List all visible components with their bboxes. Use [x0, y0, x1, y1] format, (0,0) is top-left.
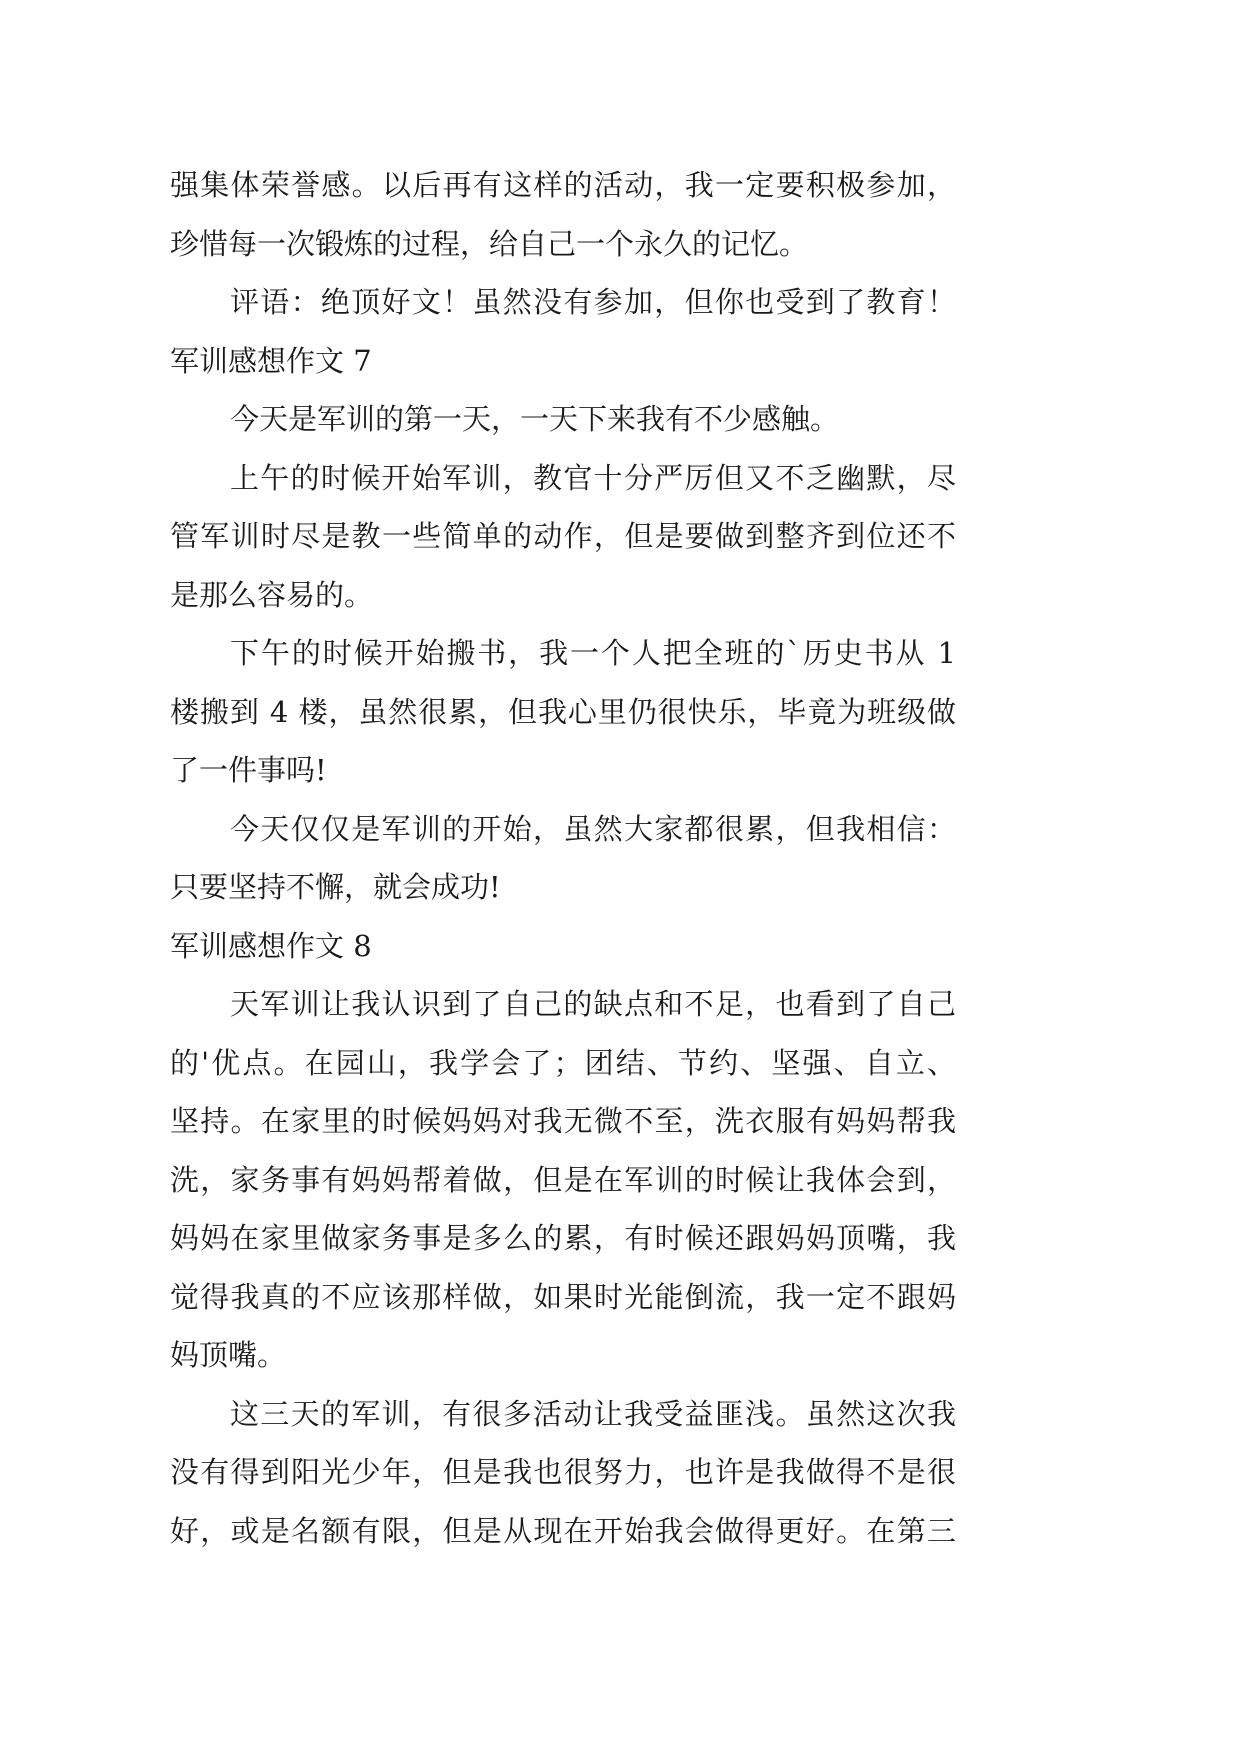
text-line: 了一件事吗!: [170, 753, 327, 787]
paragraph: [170, 156, 956, 273]
text-line: 下午的时候开始搬书，我一个人把全班的`历史书从 1: [230, 636, 956, 670]
text-line: 妈妈在家里做家务事是多么的累，有时候还跟妈妈顶嘴，我: [170, 1221, 956, 1255]
text-line: 好，或是名额有限，但是从现在开始我会做得更好。在第三: [170, 1513, 956, 1548]
text-line: 珍惜每一次锻炼的过程，给自己一个永久的记忆。: [170, 226, 809, 261]
section-heading: 军训感想作文 8: [170, 928, 372, 963]
document-body: [170, 156, 956, 1560]
text-line: 这三天的军训，有很多活动让我受益匪浅。虽然这次我: [230, 1396, 956, 1431]
paragraph: [170, 390, 956, 449]
paragraph: [170, 449, 956, 625]
comment-paragraph: [170, 273, 956, 332]
text-line: 洗，家务事有妈妈帮着做，但是在军训的时候让我体会到，: [170, 1162, 956, 1197]
text-line: 强集体荣誉感。以后再有这样的活动，我一定要积极参加，: [170, 168, 956, 202]
text-line: 觉得我真的不应该那样做，如果时光能倒流，我一定不跟妈: [170, 1279, 956, 1314]
text-line: 只要坚持不懈，就会成功!: [170, 870, 501, 904]
paragraph: [170, 624, 956, 800]
text-line: 坚持。在家里的时候妈妈对我无微不至，洗衣服有妈妈帮我: [170, 1104, 956, 1138]
text-line: 是那么容易的。: [170, 577, 374, 612]
text-line: 天军训让我认识到了自己的缺点和不足，也看到了自己: [230, 987, 956, 1021]
section-heading: 军训感想作文 7: [170, 343, 372, 378]
text-line: 管军训时尽是教一些简单的动作，但是要做到整齐到位还不: [170, 519, 956, 553]
text-line: 妈顶嘴。: [170, 1338, 287, 1372]
text-line: 的'优点。在园山，我学会了；团结、节约、坚强、自立、: [170, 1045, 956, 1080]
text-line: 楼搬到 4 楼，虽然很累，但我心里仍很快乐，毕竟为班级做: [170, 694, 956, 729]
text-line: 评语：绝顶好文！虽然没有参加，但你也受到了教育！: [230, 285, 956, 319]
text-line: 没有得到阳光少年，但是我也很努力，也许是我做得不是很: [170, 1455, 956, 1489]
paragraph: [170, 1385, 956, 1561]
paragraph: [170, 800, 956, 917]
text-line: 今天仅仅是军训的开始，虽然大家都很累，但我相信：: [230, 811, 956, 846]
text-line: 今天是军训的第一天，一天下来我有不少感触。: [230, 402, 840, 436]
paragraph: [170, 975, 956, 1385]
text-line: 上午的时候开始军训，教官十分严厉但又不乏幽默，尽: [230, 460, 956, 495]
